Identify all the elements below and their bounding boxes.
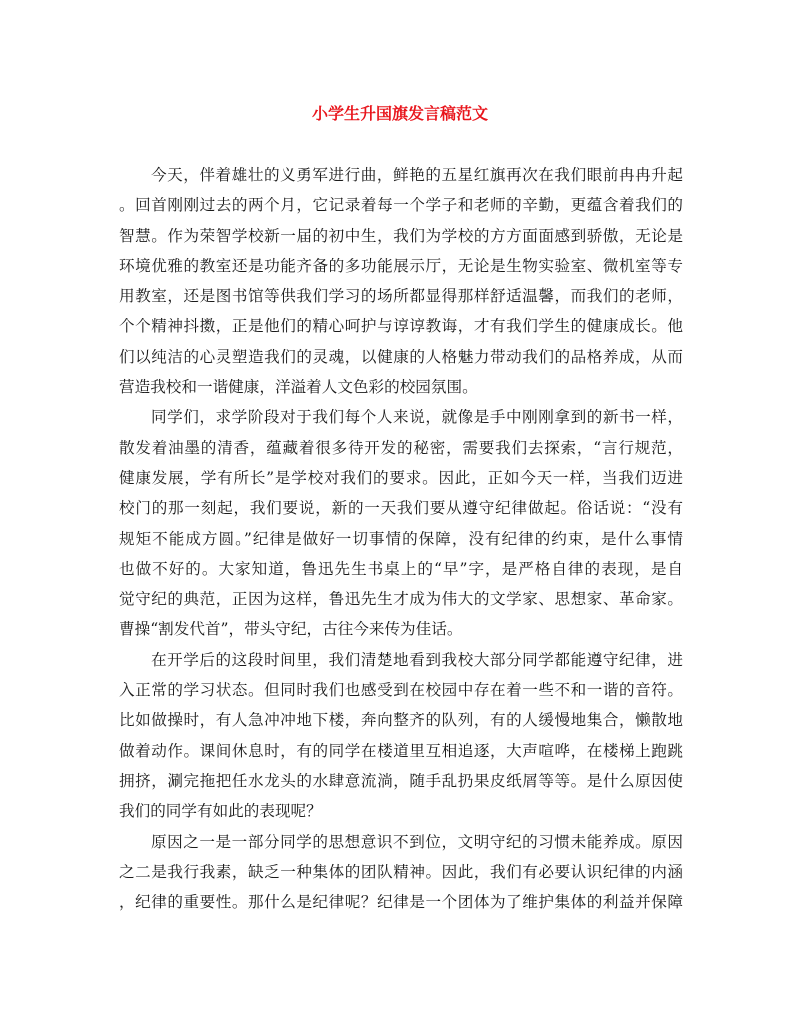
body-paragraph (119, 402, 683, 644)
paragraph-line: 比如做操时，有人急冲冲地下楼，奔向整齐的队列，有的人缓慢地集合，懒散地 (119, 711, 683, 730)
paragraph-line: 营造我校和一谐健康，洋溢着人文色彩的校园氛围。 (119, 378, 478, 397)
paragraph-line: 用教室，还是图书馆等供我们学习的场所都显得那样舒适温馨，而我们的老师， (119, 287, 683, 306)
paragraph-line: 在开学后的这段时间里，我们清楚地看到我校大部分同学都能遵守纪律，进 (151, 650, 683, 669)
paragraph-line: 原因之一是一部分同学的思想意识不到位，文明守纪的习惯未能养成。原因 (151, 832, 683, 851)
paragraph-line: 健康发展，学有所长”是学校对我们的要求。因此，正如今天一样，当我们迈进 (119, 468, 683, 487)
paragraph-line: 智慧。作为荣智学校新一届的初中生，我们为学校的方方面面感到骄傲，无论是 (119, 226, 683, 245)
paragraph-line: 拥挤，涮完拖把任水龙头的水肆意流淌，随手乱扔果皮纸屑等等。是什么原因使 (119, 771, 683, 790)
paragraph-line: 同学们，求学阶段对于我们每个人来说，就像是手中刚刚拿到的新书一样， (151, 408, 683, 427)
paragraph-line: 之二是我行我素，缺乏一种集体的团队精神。因此，我们有必要认识纪律的内涵 (119, 862, 683, 881)
paragraph-line: 觉守纪的典范，正因为这样，鲁迅先生才成为伟大的文学家、思想家、革命家。 (119, 590, 683, 609)
paragraph-line: 曹操“割发代首”，带头守纪，古往今来传为佳话。 (119, 620, 463, 639)
body-paragraph (119, 827, 683, 918)
paragraph-line: 规矩不能成方圆。”纪律是做好一切事情的保障，没有纪律的约束，是什么事情 (119, 529, 683, 548)
paragraph-line: ，纪律的重要性。那什么是纪律呢？纪律是一个团体为了维护集体的利益并保障 (119, 893, 683, 912)
paragraph-line: 环境优雅的教室还是功能齐备的多功能展示厅，无论是生物实验室、微机室等专 (119, 256, 683, 275)
body-paragraph (119, 645, 683, 827)
paragraph-line: 散发着油墨的清香，蕴藏着很多待开发的秘密，需要我们去探索，“言行规范， (119, 438, 683, 457)
paragraph-line: 。回首刚刚过去的两个月，它记录着每一个学子和老师的辛勤，更蕴含着我们的 (119, 196, 683, 215)
document-title: 小学生升国旗发言稿范文 (311, 104, 488, 123)
paragraph-line: 我们的同学有如此的表现呢？ (119, 802, 322, 821)
paragraph-line: 做着动作。课间休息时，有的同学在楼道里互相追逐，大声喧哗，在楼梯上跑跳 (119, 741, 683, 760)
paragraph-line: 今天，伴着雄壮的义勇军进行曲，鲜艳的五星红旗再次在我们眼前冉冉升起 (151, 166, 683, 184)
paragraph-line: 个个精神抖擞，正是他们的精心呵护与谆谆教诲，才有我们学生的健康成长。他 (119, 317, 683, 336)
paragraph-line: 校门的那一刻起，我们要说，新的一天我们要从遵守纪律做起。俗话说：“没有 (119, 499, 683, 518)
paragraph-line: 也做不好的。大家知道，鲁迅先生书桌上的“早”字，是严格自律的表现，是自 (119, 559, 683, 578)
paragraph-line: 们以纯洁的心灵塑造我们的灵魂，以健康的人格魅力带动我们的品格养成，从而 (119, 347, 683, 366)
body-paragraph (119, 160, 683, 402)
paragraph-line: 入正常的学习状态。但同时我们也感受到在校园中存在着一些不和一谐的音符。 (119, 681, 683, 700)
document-body (119, 160, 683, 917)
